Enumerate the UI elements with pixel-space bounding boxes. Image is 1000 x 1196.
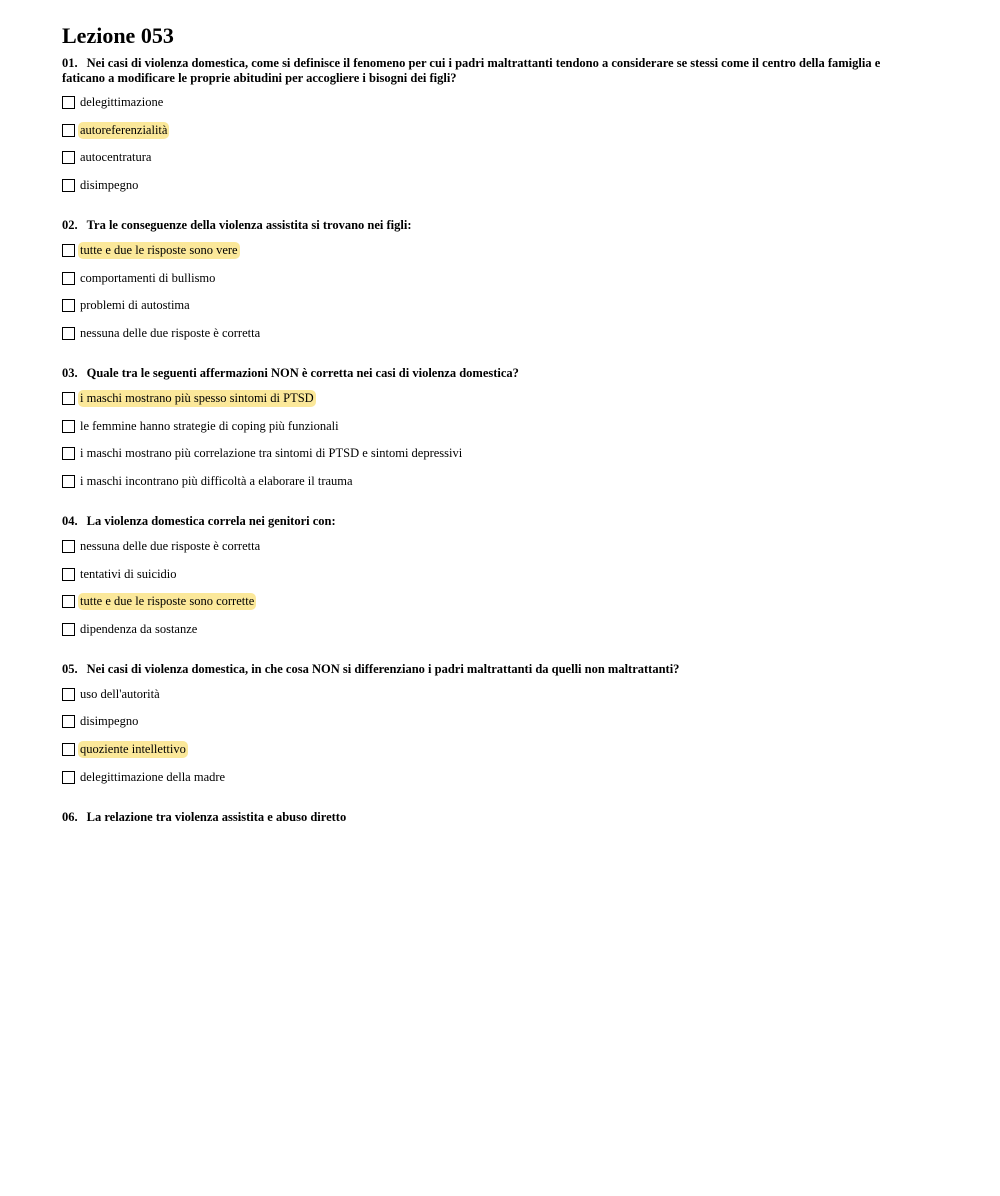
question-6	[62, 810, 912, 825]
question-text	[62, 810, 912, 825]
answer-checkbox[interactable]	[62, 420, 75, 433]
answer-checkbox[interactable]	[62, 392, 75, 405]
answer-label: nessuna delle due risposte è corretta	[80, 538, 261, 553]
answer-label: autocentratura	[80, 150, 152, 165]
answer-option[interactable]	[62, 440, 912, 468]
answer-option[interactable]	[62, 264, 912, 292]
answer-label: i maschi mostrano più correlazione tra sintomi di PTSD e sintomi depressivi	[80, 446, 463, 461]
answer-option[interactable]	[62, 533, 912, 561]
answer-label: i maschi incontrano più difficoltà a elaborare il trauma	[80, 473, 353, 488]
answer-option[interactable]	[62, 385, 912, 413]
question-text	[62, 366, 912, 381]
answer-checkbox[interactable]	[62, 179, 75, 192]
question-prompt: Nei casi di violenza domestica, come si definisce il fenomeno per cui i padri maltrattanti tendono a considerare se stessi come il centro della famiglia e faticano a modificare le proprie abitudini per accogliere i bisogni dei figli?	[62, 56, 881, 85]
answer-label: disimpegno	[80, 714, 139, 729]
answer-checkbox[interactable]	[62, 623, 75, 636]
question-text	[62, 56, 912, 85]
highlighted-answer-label: autoreferenzialità	[80, 122, 168, 137]
question-3	[62, 366, 912, 495]
answer-checkbox[interactable]	[62, 124, 75, 137]
answer-label: problemi di autostima	[80, 298, 190, 313]
quiz-page	[62, 24, 912, 843]
answer-option[interactable]	[62, 681, 912, 709]
answer-label: uso dell'autorità	[80, 686, 160, 701]
highlighted-answer-label: tutte e due le risposte sono vere	[80, 243, 238, 258]
question-number: 02.	[62, 218, 78, 233]
answer-checkbox[interactable]	[62, 568, 75, 581]
answer-label: comportamenti di bullismo	[80, 270, 216, 285]
question-number: 05.	[62, 662, 78, 676]
answer-option[interactable]	[62, 237, 912, 265]
question-prompt: La violenza domestica correla nei genitori con:	[86, 514, 336, 529]
answer-option[interactable]	[62, 117, 912, 145]
question-4	[62, 514, 912, 643]
answer-option[interactable]	[62, 89, 912, 117]
question-number: 01.	[62, 56, 78, 70]
highlighted-answer-label: i maschi mostrano più spesso sintomi di PTSD	[80, 391, 314, 406]
answer-checkbox[interactable]	[62, 743, 75, 756]
answer-option[interactable]	[62, 320, 912, 348]
question-number: 04.	[62, 514, 78, 529]
answer-option[interactable]	[62, 588, 912, 616]
question-prompt: Nei casi di violenza domestica, in che cosa NON si differenziano i padri maltrattanti da quelli non maltrattanti?	[86, 662, 680, 676]
answer-checkbox[interactable]	[62, 96, 75, 109]
answer-option[interactable]	[62, 144, 912, 172]
highlighted-answer-label: tutte e due le risposte sono corrette	[80, 594, 255, 609]
answer-checkbox[interactable]	[62, 151, 75, 164]
question-prompt: La relazione tra violenza assistita e abuso diretto	[86, 809, 347, 824]
answer-checkbox[interactable]	[62, 447, 75, 460]
question-number: 06.	[62, 809, 78, 824]
answer-checkbox[interactable]	[62, 540, 75, 553]
answer-checkbox[interactable]	[62, 244, 75, 257]
answer-label: le femmine hanno strategie di coping più funzionali	[80, 418, 339, 433]
answer-label: tentativi di suicidio	[80, 566, 177, 581]
answer-checkbox[interactable]	[62, 688, 75, 701]
answer-label: nessuna delle due risposte è corretta	[80, 325, 261, 340]
question-text	[62, 514, 912, 529]
answer-option[interactable]	[62, 468, 912, 496]
answer-label: delegittimazione	[80, 95, 164, 110]
answer-checkbox[interactable]	[62, 299, 75, 312]
question-2	[62, 218, 912, 347]
answer-checkbox[interactable]	[62, 715, 75, 728]
question-prompt: Quale tra le seguenti affermazioni NON è corretta nei casi di violenza domestica?	[86, 366, 519, 381]
question-list	[62, 56, 912, 824]
question-1	[62, 56, 912, 199]
answer-checkbox[interactable]	[62, 595, 75, 608]
question-prompt: Tra le conseguenze della violenza assistita si trovano nei figli:	[86, 218, 412, 233]
answer-option[interactable]	[62, 412, 912, 440]
answer-option[interactable]	[62, 560, 912, 588]
answer-checkbox[interactable]	[62, 272, 75, 285]
page-title: Lezione 053	[62, 23, 174, 48]
question-number: 03.	[62, 366, 78, 381]
answer-option[interactable]	[62, 763, 912, 791]
answer-option[interactable]	[62, 172, 912, 200]
answer-option[interactable]	[62, 708, 912, 736]
answer-option[interactable]	[62, 615, 912, 643]
answer-option[interactable]	[62, 292, 912, 320]
question-text	[62, 662, 912, 677]
question-5	[62, 662, 912, 791]
answer-option[interactable]	[62, 736, 912, 764]
answer-label: delegittimazione della madre	[80, 769, 226, 784]
answer-checkbox[interactable]	[62, 771, 75, 784]
answer-checkbox[interactable]	[62, 327, 75, 340]
question-text	[62, 218, 912, 233]
highlighted-answer-label: quoziente intellettivo	[80, 741, 186, 756]
answer-checkbox[interactable]	[62, 475, 75, 488]
answer-label: dipendenza da sostanze	[80, 621, 198, 636]
answer-label: disimpegno	[80, 178, 139, 193]
